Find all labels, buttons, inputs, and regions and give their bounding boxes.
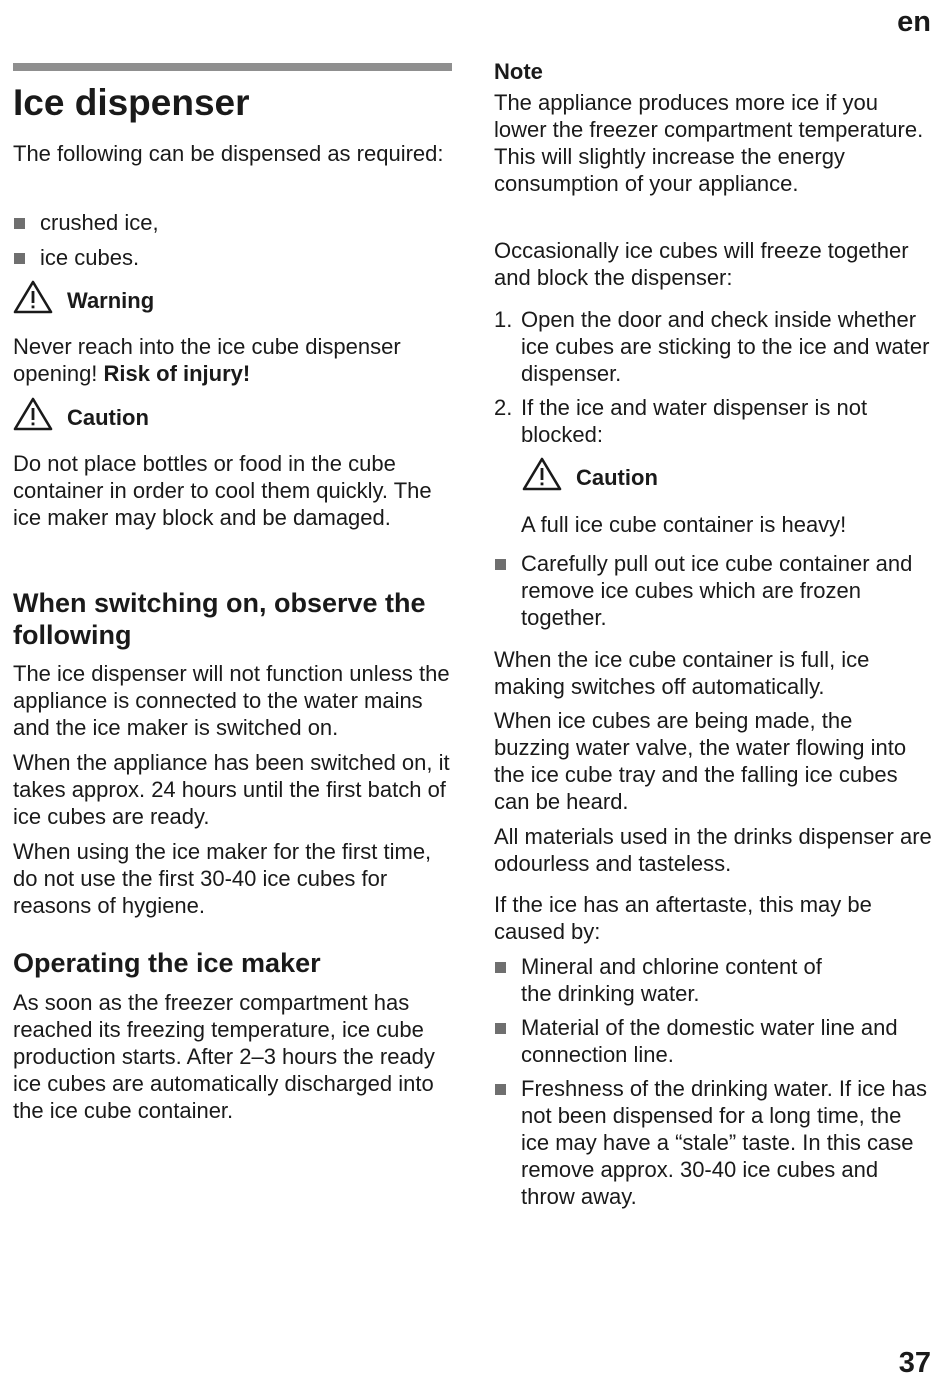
list-item bbox=[13, 244, 453, 271]
warning-body: Never reach into the ice cube dispenser opening! bbox=[13, 334, 401, 386]
numbered-step bbox=[494, 394, 934, 448]
bullet-square-icon bbox=[495, 962, 506, 973]
warning-label: Warning bbox=[67, 288, 155, 313]
list-item bbox=[494, 1075, 934, 1210]
bullet-square-icon bbox=[495, 559, 506, 570]
materials-text: All materials used in the drinks dispenser are odourless and tasteless. bbox=[494, 824, 932, 876]
noise-text: When ice cubes are being made, the buzzing water valve, the water flowing into the ice cube tray and the falling ice cubes can be heard. bbox=[494, 708, 907, 814]
list-item-text: ice cubes. bbox=[40, 245, 140, 270]
bullet-square-icon bbox=[495, 1084, 506, 1095]
operating-paragraph: As soon as the freezer compartment has reached its freezing temperature, ice cube production starts. After 2–3 hours the ready ice cubes are automatically discharged into the ice cube container. bbox=[13, 990, 435, 1123]
intro-text: The following can be dispensed as required: bbox=[13, 141, 444, 166]
list-item-text: Material of the domestic water line and connection line. bbox=[521, 1015, 898, 1067]
caution-label: Caution bbox=[67, 405, 149, 430]
list-item-text: Mineral and chlorine content of the drinking water. bbox=[521, 954, 822, 1006]
bullet-square-icon bbox=[495, 1023, 506, 1034]
warning-text bbox=[13, 333, 453, 387]
step-text: Open the door and check inside whether ice cubes are sticking to the ice and water dispenser. bbox=[521, 307, 930, 386]
caution-text: Do not place bottles or food in the cube container in order to cool them quickly. The ice maker may block and be damaged. bbox=[13, 451, 432, 530]
section-heading-operating: Operating the ice maker bbox=[13, 948, 321, 978]
warning-triangle-icon bbox=[13, 397, 53, 431]
switching-paragraph: The ice dispenser will not function unless the appliance is connected to the water mains and the ice maker is switched on. bbox=[13, 661, 450, 740]
list-item bbox=[13, 209, 453, 236]
section-heading-switching: When switching on, observe the following bbox=[13, 588, 426, 650]
numbered-step bbox=[494, 306, 934, 387]
list-item bbox=[494, 953, 854, 1007]
warning-triangle-icon bbox=[522, 457, 562, 491]
switching-paragraph: When the appliance has been switched on, it takes approx. 24 hours until the first batch of ice cubes are ready. bbox=[13, 750, 450, 829]
bullet-square-icon bbox=[14, 218, 25, 229]
block-intro-text: Occasionally ice cubes will freeze together and block the dispenser: bbox=[494, 238, 909, 290]
caution-header bbox=[522, 457, 658, 491]
warning-triangle-icon bbox=[13, 280, 53, 314]
step-number: 2. bbox=[494, 395, 513, 420]
note-text: The appliance produces more ice if you lower the freezer compartment temperature. This will slightly increase the energy consumption of your appliance. bbox=[494, 90, 924, 196]
list-item-text: Freshness of the drinking water. If ice has not been dispensed for a long time, the ice may have a “stale” taste. In this case remove approx. 30-40 ice cubes and throw away. bbox=[521, 1076, 927, 1209]
aftertaste-intro: If the ice has an aftertaste, this may be caused by: bbox=[494, 892, 872, 944]
caution-text: A full ice cube container is heavy! bbox=[521, 512, 847, 537]
step-number: 1. bbox=[494, 307, 513, 332]
caution-header bbox=[13, 397, 149, 431]
full-container-text: When the ice cube container is full, ice making switches off automatically. bbox=[494, 647, 870, 699]
warning-header bbox=[13, 280, 154, 314]
list-item bbox=[494, 550, 934, 631]
list-item-text: Carefully pull out ice cube container and remove ice cubes which are frozen together. bbox=[521, 551, 913, 630]
caution-label: Caution bbox=[576, 465, 658, 490]
note-label: Note bbox=[494, 59, 543, 84]
warning-emphasis: Risk of injury! bbox=[103, 361, 251, 386]
bullet-square-icon bbox=[14, 253, 25, 264]
section-rule bbox=[13, 63, 452, 71]
page-title: Ice dispenser bbox=[13, 82, 250, 123]
language-code: en bbox=[897, 6, 931, 38]
list-item bbox=[494, 1014, 934, 1068]
switching-paragraph: When using the ice maker for the first time, do not use the first 30-40 ice cubes for reasons of hygiene. bbox=[13, 839, 432, 918]
step-text: If the ice and water dispenser is not blocked: bbox=[521, 395, 868, 447]
page-number: 37 bbox=[898, 1347, 931, 1379]
list-item-text: crushed ice, bbox=[40, 210, 159, 235]
